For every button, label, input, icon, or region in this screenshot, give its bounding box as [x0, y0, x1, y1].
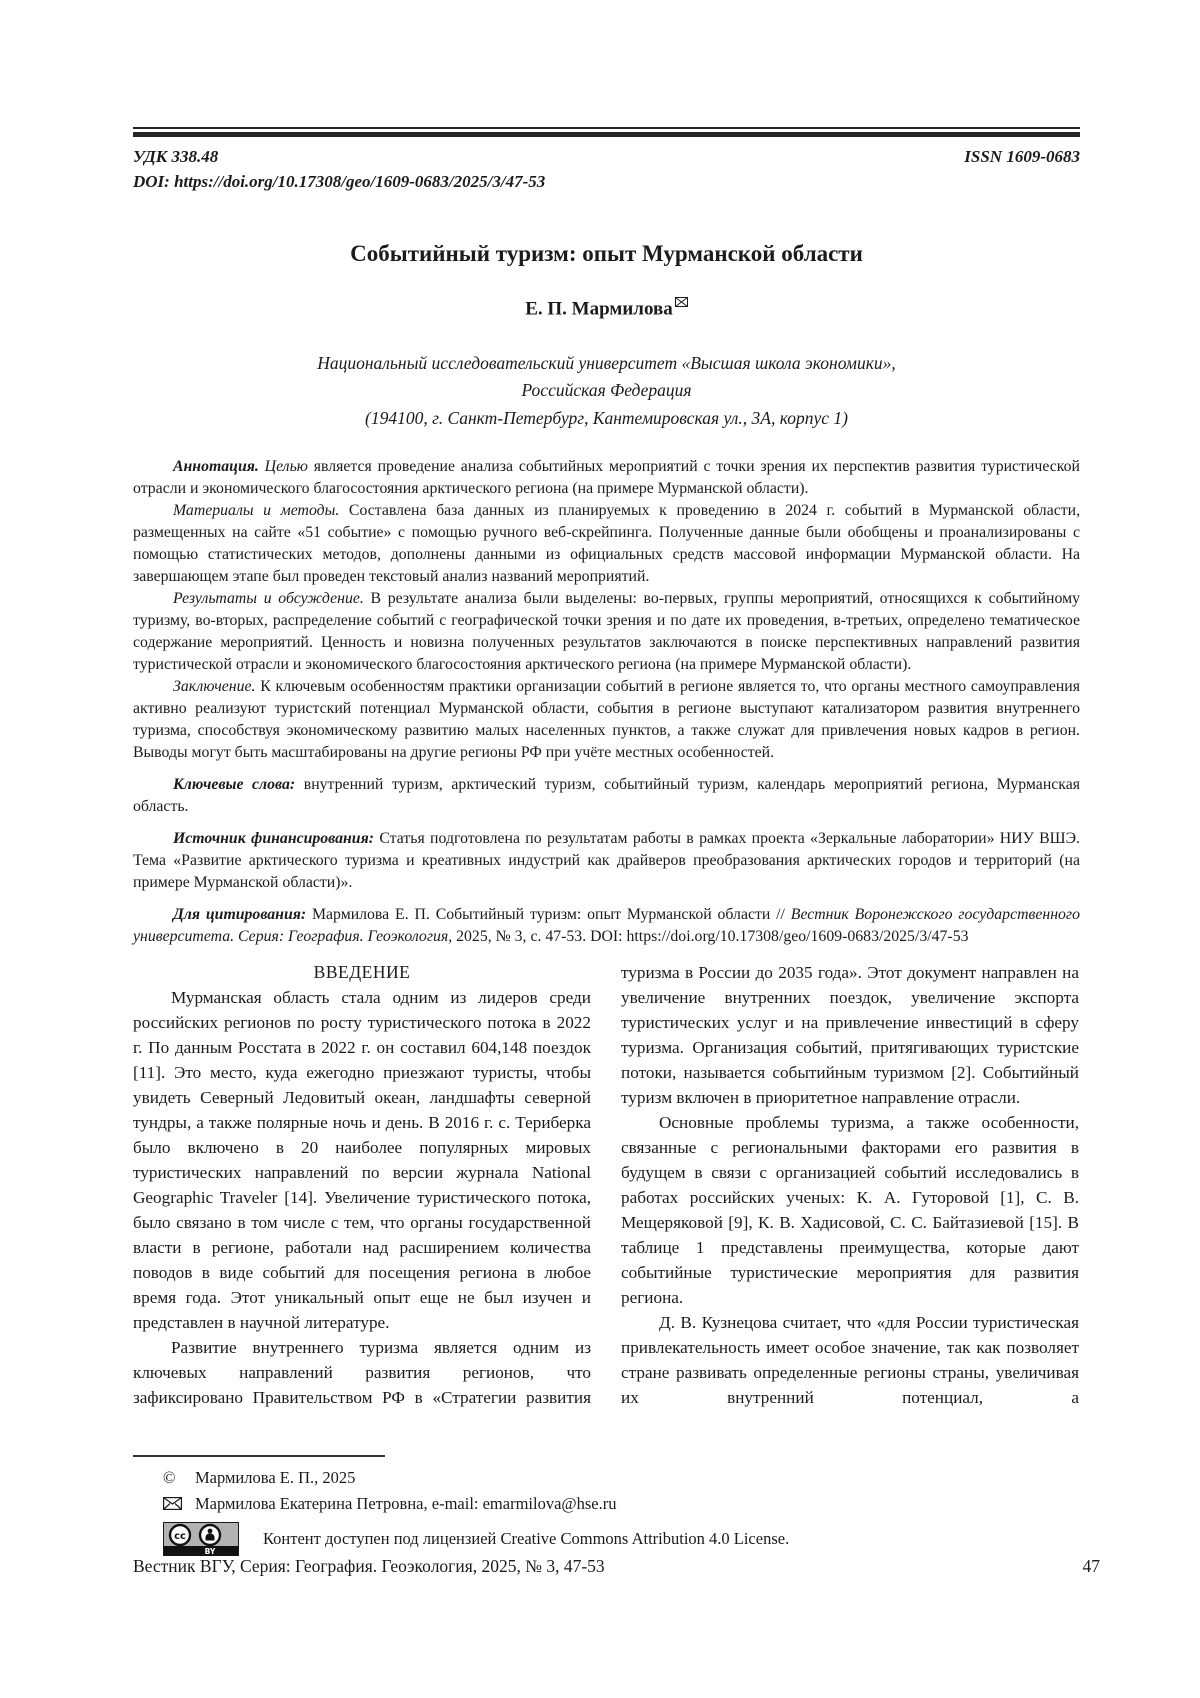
author-name: Е. П. Мармилова: [133, 297, 1080, 320]
copyright-symbol: ©: [163, 1468, 176, 1487]
page-title: Событийный туризм: опыт Мурманской области: [350, 241, 863, 267]
affiliation-line: Российская Федерация: [521, 380, 692, 401]
body-paragraph: Д. В. Кузнецова считает, что «для России туристическая привлекательность имеет особое значение, так как позволяет стране развивать определенные регионы страны, увеличивая их внутренний потенциал, а: [621, 1312, 1079, 1407]
svg-text:BY: BY: [204, 1547, 216, 1557]
email-envelope-icon: [163, 1497, 185, 1510]
footer-journal-line: Вестник ВГУ, Серия: География. Геоэкология, 2025, № 3, 47-53: [133, 1556, 605, 1576]
email-envelope-icon: [675, 297, 688, 307]
citation-line: Для цитирования: Мармилова Е. П. Событийный туризм: опыт Мурманской области // Вестник Воронежского государственного университета. Серия: География. Геоэкология, 2025, № 3, с. 47-53. DOI: https://doi.org/10.17308/geo/1609-0683/2025/3/47-53: [133, 905, 1080, 945]
body-paragraph: Мурманская область стала одним из лидеров среди российских регионов по росту туристического потока в 2022 г. По данным Росстата в 2022 г. он составил 604,148 поездок [11]. Это место, куда ежегодно приезжают туристы, чтобы увидеть Северный Ледовитый океан, ландшафты северной тундры, а также полярные ночь и день. В 2016 г. с. Териберка было включено в 20 наиболее популярных мировых туристических направлений по версии журнала National Geographic Traveler [14]. Увеличение туристического потока, было связано в том числе с тем, что органы государственной власти в регионе, работали над расширением количества поводов в виде событий для посещения региона в любое время года. Этот уникальный опыт еще не был изучен и представлен в научной литературе.: [133, 987, 591, 1332]
body-paragraph: Развитие внутреннего туризма является одним из ключевых направлений развития регионов, что зафиксировано Правительством РФ в «Стратегии развития: [133, 1337, 591, 1407]
keywords-line: Ключевые слова: внутренний туризм, арктический туризм, событийный туризм, календарь мероприятий региона, Мурманская область.: [133, 775, 1080, 815]
top-rule-thick: [133, 132, 1080, 137]
abstract-block: [133, 456, 1080, 948]
svg-text:cc: cc: [174, 1531, 186, 1543]
abstract-results: Результаты и обсуждение. В результате анализа были выделены: во-первых, группы мероприятий, относящихся к событийному туризму, во-вторых, распределение событий с географической точки зрения и по дате их проведения, в-третьих, определено тематическое содержание мероприятий. Ценность и новизна полученных результатов заключаются в поиске перспективных направлений развития туристической отрасли и экономического благосостояния арктического региона (на примере Мурманской области).: [133, 589, 1080, 673]
contact-line: Мармилова Екатерина Петровна, e-mail: emarmilova@hse.ru: [163, 1491, 893, 1517]
right-column: [621, 960, 1079, 1410]
page-number: 47: [1082, 1556, 1100, 1576]
left-column: [133, 960, 591, 1410]
section-heading-introduction: ВВЕДЕНИЕ: [313, 961, 411, 982]
issn-label: ISSN 1609-0683: [964, 147, 1080, 166]
cc-by-badge: [163, 1522, 239, 1556]
footnote-block: [133, 1455, 893, 1556]
body-paragraph: туризма в России до 2035 года». Этот документ направлен на увеличение внутренних поездок, увеличение экспорта туристических услуг и на привлечение инвестиций в сферу туризма. Организация событий, притягивающих туристские потоки, называется событийным туризмом [2]. Событийный туризм включен в приоритетное направление отрасли.: [621, 962, 1079, 1107]
abstract-methods: Материалы и методы. Составлена база данных из планируемых к проведению в 2024 г. событий в Мурманской области, размещенных на сайте «51 событие» с помощью ручного веб-скрейпинга. Полученные данные были обобщены и проанализированы с помощью статистических методов, дополнены данными из официальных средств массовой информации Мурманской области. На завершающем этапе был проведен текстовый анализ названий мероприятий.: [133, 501, 1081, 585]
body-columns: [133, 960, 1080, 1410]
abstract-conclusion: Заключение. К ключевым особенностям практики организации событий в регионе является то, что органы местного самоуправления активно реализуют туристский потенциал Мурманской области, события в регионе выступают катализатором развития внутреннего туризма, способствуя экономическому развитию малых населенных пунктов, а также служат для привлечения новых кадров в регион. Выводы могут быть масштабированы на другие регионы РФ при учёте местных особенностей.: [133, 677, 1080, 761]
license-text: Контент доступен под лицензией Creative Commons Attribution 4.0 License.: [263, 1529, 790, 1549]
license-line: [163, 1522, 893, 1556]
affiliation-line: Национальный исследовательский университет «Высшая школа экономики»,: [317, 353, 896, 374]
header-meta-row: [133, 145, 1080, 170]
funding-line: Источник финансирования: Статья подготовлена по результатам работы в рамках проекта «Зеркальные лаборатории» НИУ ВШЭ. Тема «Развитие арктического туризма и креативных индустрий как драйверов преобразования арктических городов и территорий (на примере Мурманской области)».: [133, 829, 1080, 891]
top-rule-thin: [133, 127, 1080, 129]
footnote-rule: [133, 1455, 385, 1457]
copyright-line: © Мармилова Е. П., 2025: [163, 1465, 893, 1491]
affiliation-line: (194100, г. Санкт-Петербург, Кантемировская ул., 3А, корпус 1): [365, 407, 848, 428]
body-paragraph: Основные проблемы туризма, а также особенности, связанные с региональными факторами его развития в будущем в связи с организацией событий исследовались в работах российских ученых: К. А. Гуторовой [1], С. В. Мещеряковой [9], К. В. Хадисовой, С. С. Байтазиевой [15]. В таблице 1 представлены преимущества, которые дают событийные туристические мероприятия для развития региона.: [621, 1112, 1079, 1307]
page-footer: [133, 1556, 1100, 1577]
abstract-annotation: Аннотация. Целью является проведение анализа событийных мероприятий с точки зрения их перспектив развития туристической отрасли и экономического благосостояния арктического региона (на примере Мурманской области).: [133, 457, 1081, 497]
doi-label: DOI: https://doi.org/10.17308/geo/1609-0683/2025/3/47-53: [133, 171, 546, 191]
affiliation: [133, 350, 1080, 431]
udk-label: УДК 338.48: [133, 147, 219, 166]
